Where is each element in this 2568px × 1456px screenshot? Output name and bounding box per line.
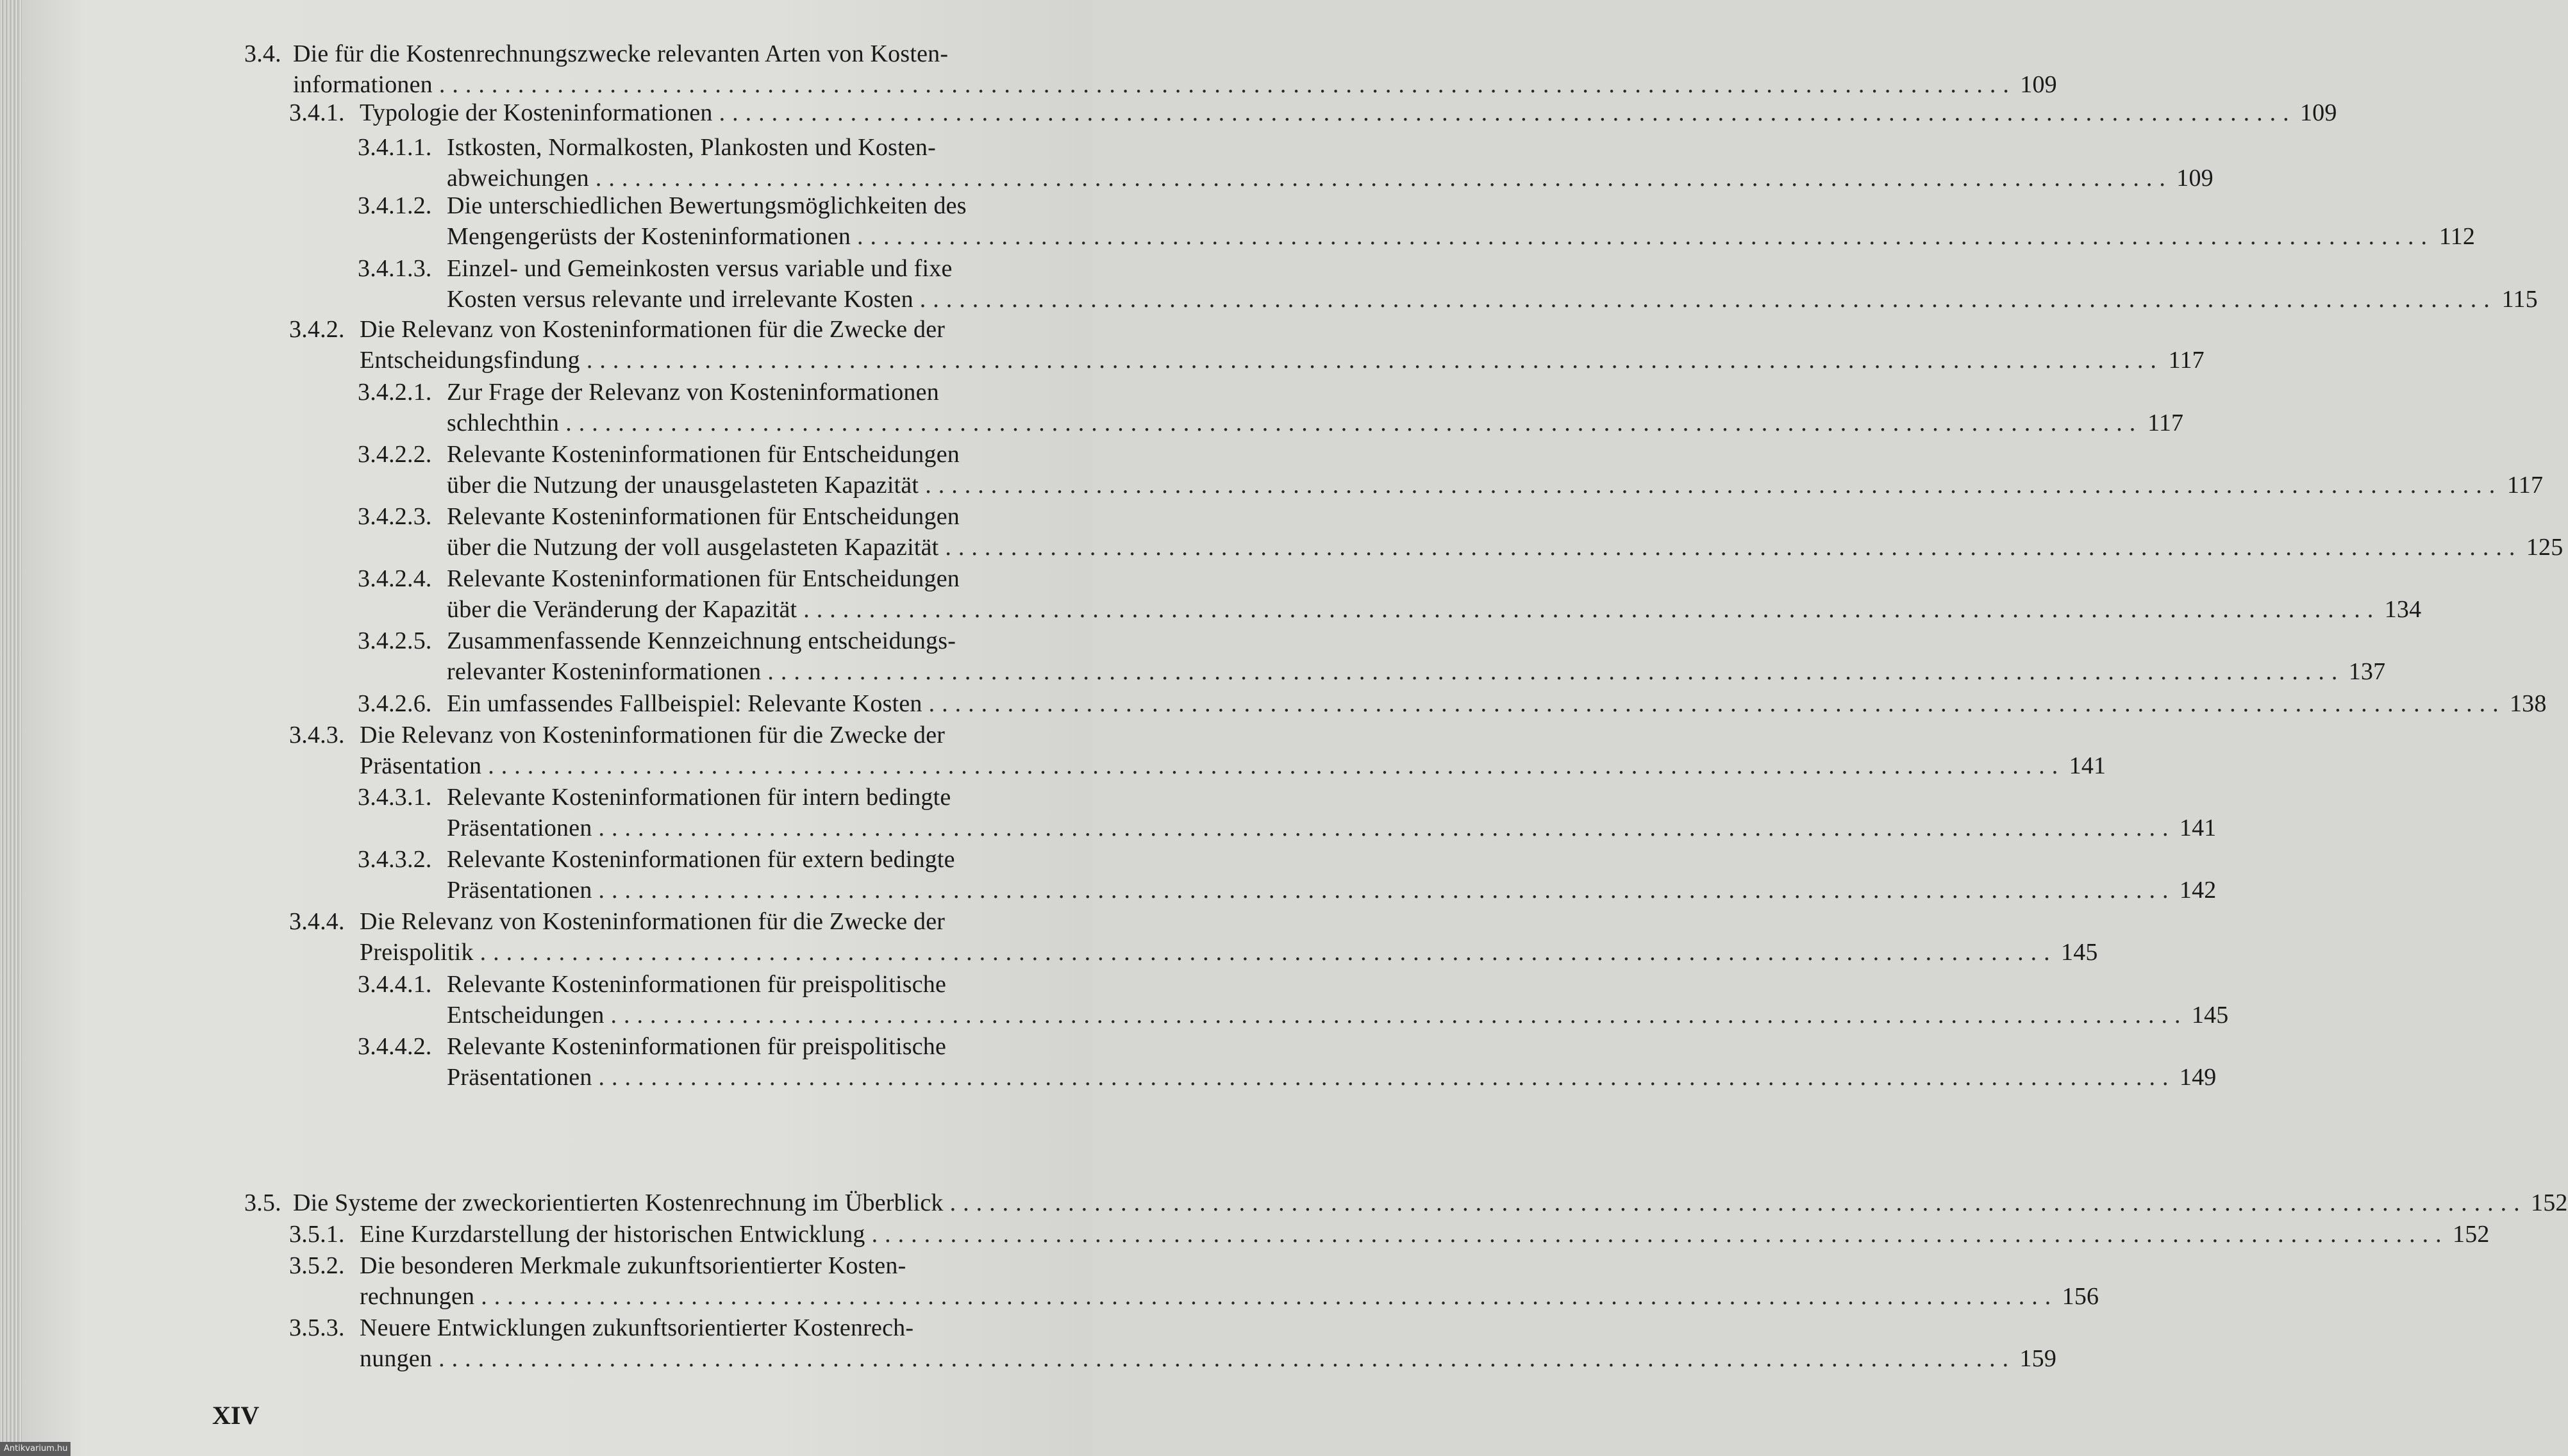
toc-entry-line xyxy=(447,1062,2217,1093)
toc-entry xyxy=(358,377,2184,438)
section-title: Die für die Kostenrechnungszwecke relevanten Arten von Kosten- xyxy=(293,40,949,67)
toc-entry-line xyxy=(447,532,2564,563)
toc-entry xyxy=(358,563,2422,625)
dot-leader: ........................................................................................................................ xyxy=(949,1189,2527,1216)
section-number: 3.4.3.2. xyxy=(358,846,432,873)
toc-entry-line xyxy=(447,594,2422,625)
toc-entry xyxy=(358,625,2386,687)
section-title: rechnungen xyxy=(360,1283,475,1310)
section-title: Neuere Entwicklungen zukunftsorientierter Kostenrech- xyxy=(360,1314,914,1341)
section-number: 3.4.1.2. xyxy=(358,192,432,219)
section-title: schlechthin xyxy=(447,410,560,436)
page-reference: 137 xyxy=(2348,658,2386,685)
section-title: Die Relevanz von Kosteninformationen für die Zwecke der xyxy=(360,316,946,343)
section-title: Relevante Kosteninformationen für Entscheidungen xyxy=(447,441,960,468)
section-title: Die Systeme der zweckorientierten Kostenrechnung im Überblick xyxy=(293,1189,944,1216)
toc-entry-line xyxy=(293,1187,2568,1218)
section-title: Entscheidungen xyxy=(447,1002,604,1029)
dot-leader: ........................................................................................................................ xyxy=(595,165,2172,192)
page-reference: 138 xyxy=(2509,690,2547,717)
page-reference: 145 xyxy=(2191,1002,2229,1029)
page-reference: 141 xyxy=(2179,815,2217,841)
dot-leader: ........................................................................................................................ xyxy=(925,472,2503,499)
dot-leader: ........................................................................................................................ xyxy=(919,286,2497,313)
toc-entry xyxy=(289,314,2205,376)
toc-entry-line xyxy=(360,937,2098,968)
page-reference: 156 xyxy=(2062,1283,2099,1310)
page-reference: 115 xyxy=(2501,286,2538,313)
section-title: Relevante Kosteninformationen für preispolitische xyxy=(447,1033,947,1060)
dot-leader: ........................................................................................................................ xyxy=(928,690,2506,717)
toc-entry-line xyxy=(447,284,2538,315)
watermark: Antikvarium.hu xyxy=(0,1442,71,1456)
dot-leader: ........................................................................................................................ xyxy=(488,752,2065,779)
dot-leader: ........................................................................................................................ xyxy=(586,347,2164,374)
dot-leader: ........................................................................................................................ xyxy=(565,410,2143,436)
section-number: 3.4.2. xyxy=(289,316,345,343)
page-reference: 141 xyxy=(2069,752,2106,779)
toc-entry xyxy=(289,1250,2099,1312)
toc-entry xyxy=(289,1219,2490,1250)
section-number: 3.4.3. xyxy=(289,722,345,749)
toc-entry xyxy=(358,844,2217,906)
section-title: Präsentationen xyxy=(447,815,592,841)
section-title: Die besonderen Merkmale zukunftsorientierter Kosten- xyxy=(360,1252,906,1279)
toc-entry-line xyxy=(447,813,2217,843)
toc-entry-line xyxy=(447,875,2217,906)
section-number: 3.4.2.6. xyxy=(358,690,432,717)
toc-entry-line xyxy=(447,408,2184,438)
section-number: 3.5.3. xyxy=(289,1314,345,1341)
section-number: 3.5.1. xyxy=(289,1221,345,1248)
section-title: nungen xyxy=(360,1345,433,1372)
toc-entry xyxy=(358,132,2214,194)
page-reference: 145 xyxy=(2061,939,2098,966)
section-title: Präsentation xyxy=(360,752,482,779)
section-title: Relevante Kosteninformationen für preispolitische xyxy=(447,971,947,998)
toc-entry xyxy=(358,782,2217,843)
dot-leader: ........................................................................................................................ xyxy=(438,71,2016,98)
section-number: 3.4.4.2. xyxy=(358,1033,432,1060)
toc-entry xyxy=(358,501,2564,563)
section-number: 3.4.2.1. xyxy=(358,379,432,406)
toc-entry xyxy=(358,969,2229,1030)
section-title: Zusammenfassende Kennzeichnung entscheidungs- xyxy=(447,627,956,654)
section-number: 3.4.1. xyxy=(289,99,345,126)
section-title: Die Relevanz von Kosteninformationen für die Zwecke der xyxy=(360,908,946,935)
toc-entry-line xyxy=(447,1000,2229,1030)
section-title: Präsentationen xyxy=(447,877,592,904)
section-title: Ein umfassendes Fallbeispiel: Relevante Kosten xyxy=(447,690,922,717)
section-title: Einzel- und Gemeinkosten versus variable und fixe xyxy=(447,255,953,282)
section-number: 3.4.2.2. xyxy=(358,441,432,468)
section-number: 3.4.2.4. xyxy=(358,565,432,592)
page-reference: 152 xyxy=(2453,1221,2490,1248)
section-title: Eine Kurzdarstellung der historischen Entwicklung xyxy=(360,1221,865,1248)
dot-leader: ........................................................................................................................ xyxy=(719,99,2296,126)
toc-entry xyxy=(244,38,2057,100)
dot-leader: ........................................................................................................................ xyxy=(871,1221,2449,1248)
section-title: über die Veränderung der Kapazität xyxy=(447,596,797,623)
dot-leader: ........................................................................................................................ xyxy=(857,223,2435,250)
page-number: XIV xyxy=(212,1401,260,1430)
toc-entry-line xyxy=(447,163,2214,194)
section-title: über die Nutzung der voll ausgelasteten Kapazität xyxy=(447,534,939,561)
toc-entry-line xyxy=(360,345,2205,376)
section-title: Präsentationen xyxy=(447,1064,592,1091)
dot-leader: ........................................................................................................................ xyxy=(767,658,2345,685)
toc-entry-line xyxy=(447,221,2476,252)
page-reference: 112 xyxy=(2439,223,2476,250)
toc-entry-line xyxy=(360,97,2337,128)
section-title: Kosten versus relevante und irrelevante Kosten xyxy=(447,286,913,313)
toc-entry xyxy=(289,906,2098,968)
dot-leader: ........................................................................................................................ xyxy=(610,1002,2188,1029)
toc-entry xyxy=(358,190,2476,252)
section-number: 3.5.2. xyxy=(289,1252,345,1279)
page-reference: 142 xyxy=(2179,877,2217,904)
page-reference: 152 xyxy=(2531,1189,2568,1216)
dot-leader: ........................................................................................................................ xyxy=(479,939,2057,966)
section-title: Die unterschiedlichen Bewertungsmöglichkeiten des xyxy=(447,192,967,219)
section-number: 3.4.2.3. xyxy=(358,503,432,530)
toc-entry xyxy=(358,1031,2217,1093)
section-number: 3.4.2.5. xyxy=(358,627,432,654)
page-reference: 159 xyxy=(2019,1345,2057,1372)
dot-leader: ........................................................................................................................ xyxy=(598,1064,2176,1091)
section-title: über die Nutzung der unausgelasteten Kapazität xyxy=(447,472,919,499)
section-title: Istkosten, Normalkosten, Plankosten und Kosten- xyxy=(447,134,936,161)
page-reference: 117 xyxy=(2507,472,2544,499)
toc-entry xyxy=(244,1187,2568,1218)
table-of-contents xyxy=(22,0,2568,1456)
page-reference: 134 xyxy=(2384,596,2422,623)
toc-entry xyxy=(289,97,2337,128)
dot-leader: ........................................................................................................................ xyxy=(803,596,2381,623)
section-number: 3.5. xyxy=(244,1189,281,1216)
toc-entry xyxy=(358,439,2544,500)
toc-entry-line xyxy=(360,1281,2099,1312)
section-number: 3.4.1.3. xyxy=(358,255,432,282)
toc-entry xyxy=(289,1312,2057,1374)
section-title: relevanter Kosteninformationen xyxy=(447,658,762,685)
dot-leader: ........................................................................................................................ xyxy=(598,877,2176,904)
page-reference: 109 xyxy=(2299,99,2337,126)
page-reference: 149 xyxy=(2179,1064,2217,1091)
section-title: Preispolitik xyxy=(360,939,474,966)
section-number: 3.4. xyxy=(244,40,281,67)
toc-entry-line xyxy=(447,470,2544,500)
section-title: Relevante Kosteninformationen für intern bedingte xyxy=(447,784,951,811)
section-title: Zur Frage der Relevanz von Kosteninformationen xyxy=(447,379,939,406)
toc-entry-line xyxy=(360,1219,2490,1250)
section-title: Relevante Kosteninformationen für Entscheidungen xyxy=(447,565,960,592)
book-page xyxy=(22,0,2568,1456)
toc-entry-line xyxy=(360,750,2106,781)
dot-leader: ........................................................................................................................ xyxy=(481,1283,2058,1310)
page-reference: 109 xyxy=(2176,165,2214,192)
page-reference: 117 xyxy=(2168,347,2205,374)
dot-leader: ........................................................................................................................ xyxy=(945,534,2522,561)
toc-entry xyxy=(358,688,2547,719)
page-reference: 117 xyxy=(2147,410,2184,436)
page-reference: 109 xyxy=(2020,71,2057,98)
section-title: Typologie der Kosteninformationen xyxy=(360,99,713,126)
section-title: Relevante Kosteninformationen für extern bedingte xyxy=(447,846,955,873)
page-edges xyxy=(0,0,22,1456)
section-title: Mengengerüsts der Kosteninformationen xyxy=(447,223,851,250)
section-title: Entscheidungsfindung xyxy=(360,347,580,374)
section-number: 3.4.3.1. xyxy=(358,784,432,811)
section-number: 3.4.4. xyxy=(289,908,345,935)
section-number: 3.4.4.1. xyxy=(358,971,432,998)
section-number: 3.4.1.1. xyxy=(358,134,432,161)
section-title: Relevante Kosteninformationen für Entscheidungen xyxy=(447,503,960,530)
toc-entry-line xyxy=(447,688,2547,719)
page-reference: 125 xyxy=(2526,534,2564,561)
toc-entry-line xyxy=(447,656,2386,687)
toc-entry-line xyxy=(360,1343,2057,1374)
section-title: abweichungen xyxy=(447,165,589,192)
toc-entry-line xyxy=(293,69,2057,100)
toc-entry xyxy=(358,253,2538,315)
dot-leader: ........................................................................................................................ xyxy=(438,1345,2016,1372)
section-title: informationen xyxy=(293,71,433,98)
dot-leader: ........................................................................................................................ xyxy=(598,815,2176,841)
toc-entry xyxy=(289,720,2106,781)
section-title: Die Relevanz von Kosteninformationen für die Zwecke der xyxy=(360,722,946,749)
